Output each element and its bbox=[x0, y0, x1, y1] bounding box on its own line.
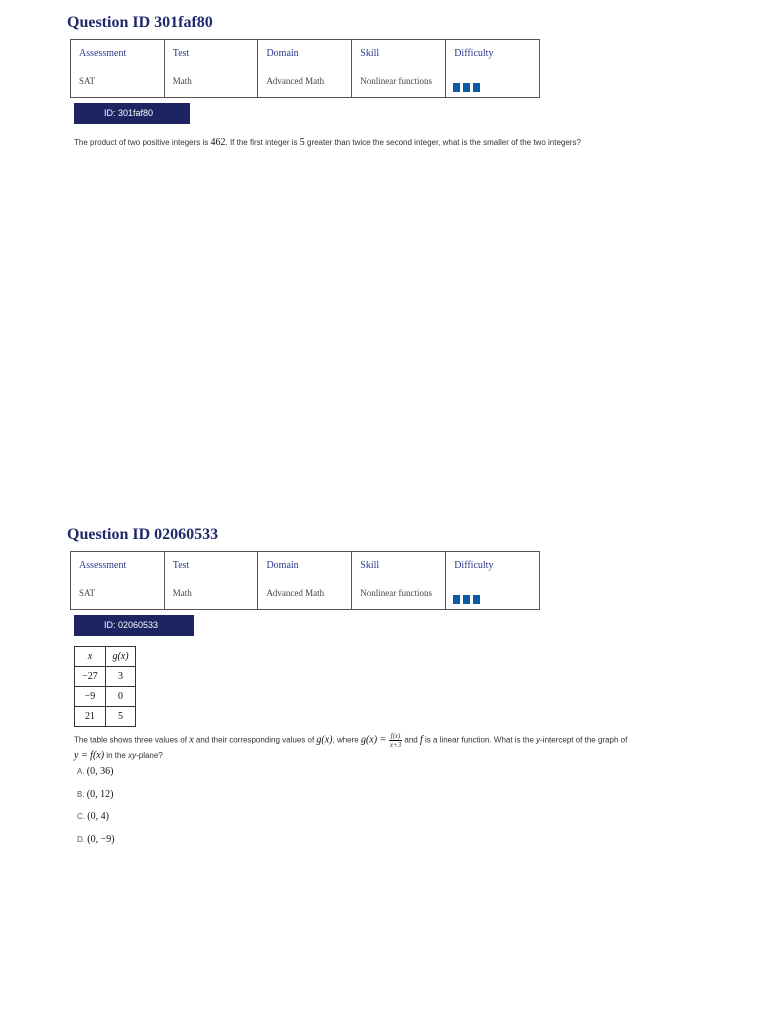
meta-assessment-cell bbox=[71, 40, 165, 98]
values-table-header-x bbox=[75, 647, 106, 667]
prompt-text: The table shows three values of bbox=[74, 735, 190, 745]
prompt-text: and their corresponding values of bbox=[193, 735, 317, 745]
meta-value-assessment: SAT bbox=[79, 588, 96, 598]
meta-domain-cell bbox=[258, 552, 352, 610]
question-prompt bbox=[74, 137, 581, 148]
prompt-text: , where bbox=[332, 735, 361, 745]
math-expression: g(x) = bbox=[360, 734, 389, 746]
meta-header-domain: Domain bbox=[266, 48, 299, 59]
answer-choice-c[interactable] bbox=[77, 811, 109, 822]
difficulty-bar bbox=[473, 83, 480, 92]
choice-value: (0, −9) bbox=[87, 834, 115, 845]
meta-header-difficulty: Difficulty bbox=[454, 560, 494, 571]
prompt-text: The product of two positive integers is bbox=[74, 138, 211, 147]
difficulty-bars bbox=[446, 68, 539, 97]
prompt-text: greater than twice the second integer, what is the smaller of the two integers? bbox=[304, 138, 581, 147]
math-variable: x bbox=[189, 734, 194, 746]
header-text: x bbox=[87, 651, 93, 662]
math-expression: y = f(x) bbox=[74, 750, 105, 761]
meta-header-difficulty: Difficulty bbox=[454, 48, 494, 59]
difficulty-bars bbox=[446, 580, 539, 609]
question-id-bar: ID: 02060533 bbox=[74, 615, 194, 636]
math-variable: xy bbox=[128, 751, 137, 760]
answer-choice-d[interactable] bbox=[77, 834, 115, 845]
meta-value-assessment: SAT bbox=[79, 76, 96, 86]
meta-header-assessment: Assessment bbox=[79, 560, 127, 571]
meta-difficulty-cell bbox=[446, 552, 540, 610]
meta-skill-cell bbox=[352, 40, 446, 98]
meta-test-cell bbox=[164, 552, 258, 610]
difficulty-bar bbox=[473, 595, 480, 604]
meta-value-skill: Nonlinear functions bbox=[360, 588, 433, 598]
choice-letter: C. bbox=[77, 812, 85, 821]
question-meta-table bbox=[70, 39, 540, 98]
table-cell: −9 bbox=[75, 687, 106, 707]
table-cell: −27 bbox=[75, 667, 106, 687]
table-cell: 5 bbox=[106, 707, 136, 727]
math-variable: y bbox=[536, 735, 541, 745]
meta-header-skill: Skill bbox=[360, 48, 380, 59]
prompt-text: -plane? bbox=[136, 751, 163, 760]
table-row bbox=[75, 667, 136, 687]
meta-assessment-cell bbox=[71, 552, 165, 610]
meta-difficulty-cell bbox=[446, 40, 540, 98]
meta-value-test: Math bbox=[172, 76, 192, 86]
choice-value: (0, 36) bbox=[86, 766, 114, 777]
question-prompt bbox=[74, 732, 694, 762]
values-table bbox=[74, 646, 136, 727]
choice-letter: B. bbox=[77, 790, 85, 799]
fraction-denominator: x+3 bbox=[389, 741, 402, 749]
choice-value: (0, 4) bbox=[87, 811, 109, 822]
difficulty-bar bbox=[453, 83, 460, 92]
meta-value-skill: Nonlinear functions bbox=[360, 76, 433, 86]
header-text: g(x) bbox=[112, 651, 129, 662]
meta-test-cell bbox=[164, 40, 258, 98]
choice-value: (0, 12) bbox=[86, 789, 114, 800]
choice-letter: D. bbox=[77, 835, 85, 844]
math-expression: g(x) bbox=[316, 734, 333, 746]
prompt-text: and bbox=[402, 735, 420, 745]
meta-skill-cell bbox=[352, 552, 446, 610]
question-meta-table bbox=[70, 551, 540, 610]
table-cell: 0 bbox=[106, 687, 136, 707]
meta-header-test: Test bbox=[172, 48, 190, 59]
meta-domain-cell bbox=[258, 40, 352, 98]
math-number: 462 bbox=[210, 137, 226, 148]
meta-header-domain: Domain bbox=[266, 560, 299, 571]
math-fraction bbox=[389, 732, 402, 749]
table-row bbox=[75, 687, 136, 707]
question-title: Question ID 301faf80 bbox=[67, 14, 213, 31]
choice-letter: A. bbox=[77, 767, 85, 776]
answer-choice-b[interactable] bbox=[77, 789, 113, 800]
meta-value-domain: Advanced Math bbox=[266, 76, 325, 86]
question-title: Question ID 02060533 bbox=[67, 526, 219, 543]
difficulty-bar bbox=[463, 595, 470, 604]
prompt-text: . If the first integer is bbox=[225, 138, 300, 147]
meta-header-test: Test bbox=[172, 560, 190, 571]
difficulty-bar bbox=[463, 83, 470, 92]
math-variable: f bbox=[419, 734, 423, 746]
answer-choice-a[interactable] bbox=[77, 766, 113, 777]
prompt-text: is a linear function. What is the bbox=[422, 735, 537, 745]
fraction-numerator: f(x) bbox=[390, 732, 401, 740]
difficulty-bar bbox=[453, 595, 460, 604]
values-table-header-gx bbox=[106, 647, 136, 667]
math-number: 5 bbox=[299, 137, 305, 148]
meta-value-domain: Advanced Math bbox=[266, 588, 325, 598]
prompt-text: -intercept of the graph of bbox=[540, 735, 628, 745]
meta-header-skill: Skill bbox=[360, 560, 380, 571]
table-cell: 21 bbox=[75, 707, 106, 727]
meta-header-assessment: Assessment bbox=[79, 48, 127, 59]
table-cell: 3 bbox=[106, 667, 136, 687]
prompt-text: in the bbox=[104, 751, 129, 760]
question-id-bar: ID: 301faf80 bbox=[74, 103, 190, 124]
table-row bbox=[75, 707, 136, 727]
meta-value-test: Math bbox=[172, 588, 192, 598]
